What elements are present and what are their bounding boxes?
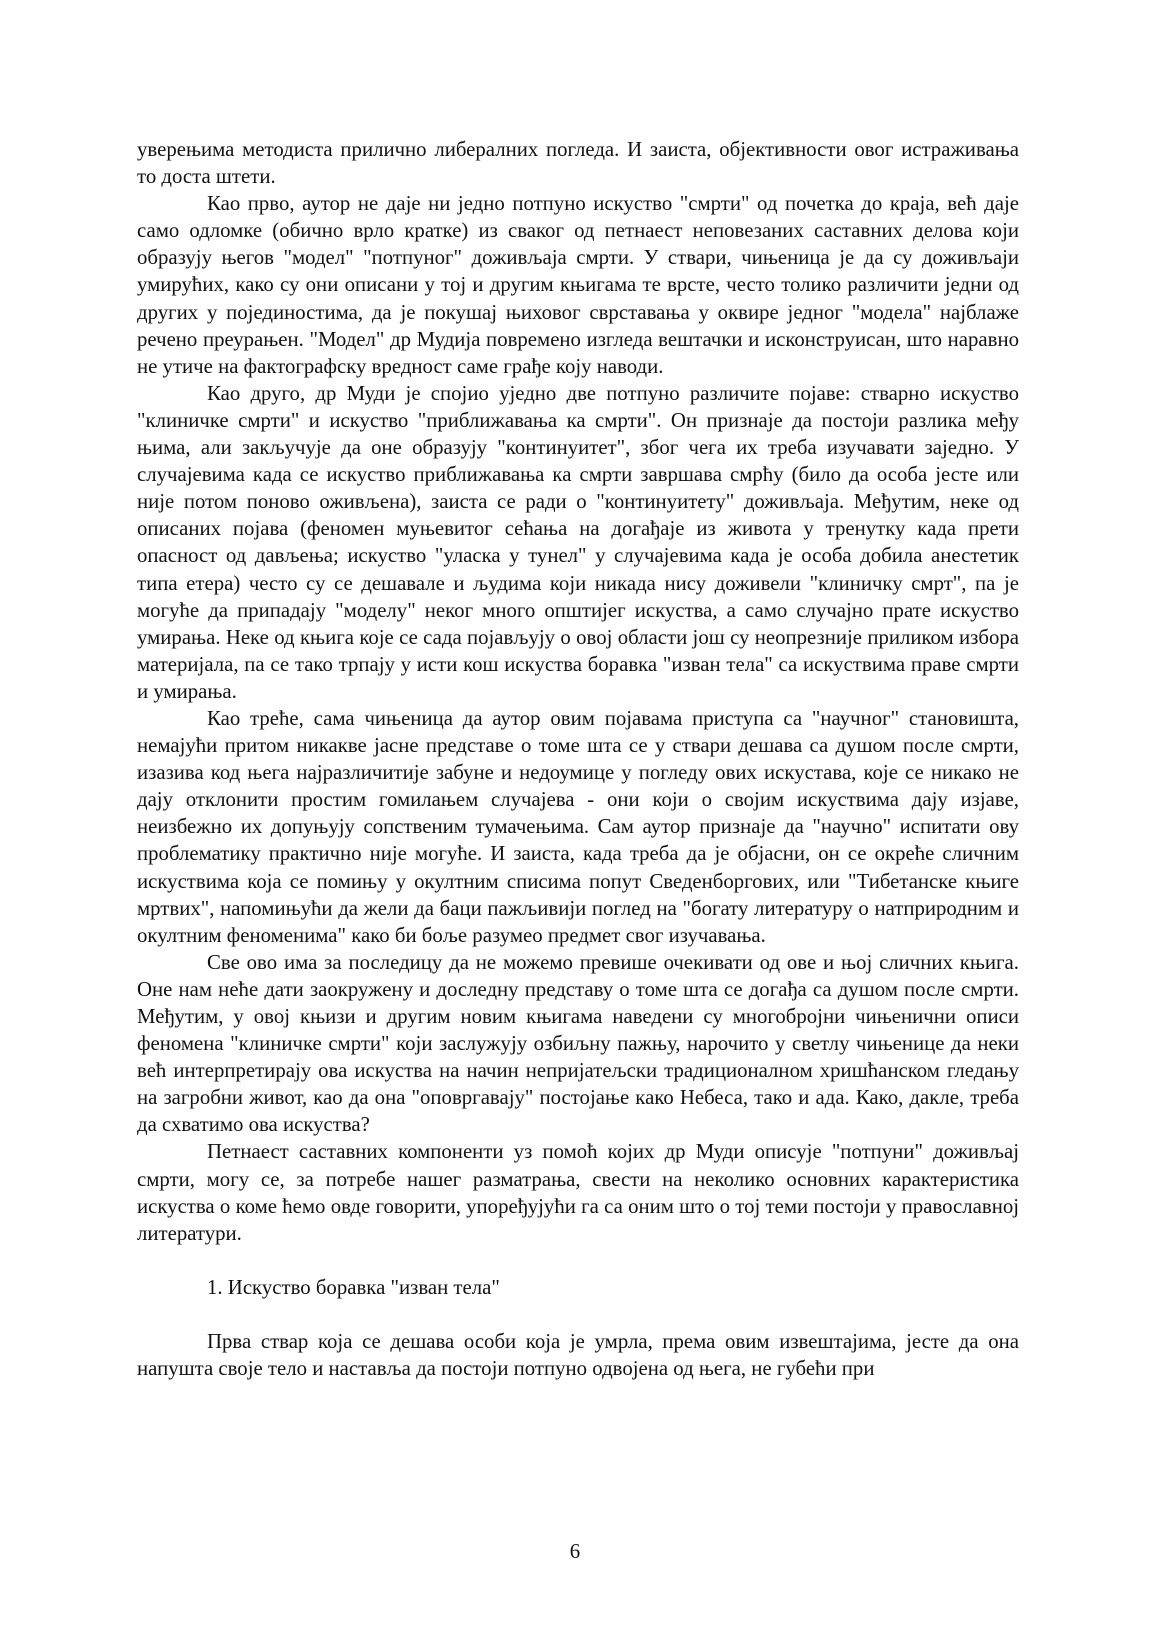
paragraph-continuation: уверењима методиста прилично либералних погледа. И заиста, објективности овог истраживања то доста штети. (137, 138, 1019, 189)
page-number: 6 (569, 1540, 581, 1563)
paragraph-third-point: Као треће, сама чињеница да аутор овим појавама приступа са "научног" становишта, немајући притом никакве јасне представе о томе шта се у ствари дешава са душом после смрти, изазива код њега најразличитије забуне и недоумице у погледу ових искустава, које се никако не дају отклонити простим гомилањем случајева - они који о својим искуствима дају изјаве, неизбежно их допуњују сопственим тумачењима. Сам аутор признаје да "научно" испитати ову проблематику практично није могуће. И заиста, када треба да је објасни, он се окреће сличним искуствима која се помињу у окултним списима попут Сведенборгових, или "Тибетанске књиге мртвих", напомињући да жели да баци пажљивији поглед на "богату литературу о натприродним и окултним феноменима" како би боље разумео предмет свог изучавања. (137, 706, 1019, 947)
paragraph-section-start: Прва ствар која се дешава особи која је умрла, према овим извештајима, јесте да она напушта своје тело и наставља да постоји потпуно одвојена од њега, не губећи при (137, 1329, 1019, 1381)
paragraph-first-point: Као прво, аутор не даје ни једно потпуно искуство "смрти" од почетка до краја, већ даје само одломке (обично врло кратке) из сваког од петнаест неповезаних саставних делова који образују његов "модел" "потпуног" доживљаја смрти. У ствари, чињеница је да су доживљаји умирућих, како су они описани у тој и другим књигама те врсте, често толико различити једни од других у појединостима, да је покушај њиховог сврставања у оквире једног "модела" најблаже речено преурањен. "Модел" др Мудија повремено изгледа вештачки и исконструисан, што наравно не утиче на фактографску вредност саме грађе коју наводи. (137, 192, 1019, 378)
body-text (137, 136, 1019, 1382)
paragraph-components: Петнаест саставних компоненти уз помоћ којих др Муди описује "потпуни" доживљај смрти, могу се, за потребе нашег разматрања, свести на неколико основних карактеристика искуства о коме ћемо овде говорити, упоређујући га са оним што о тој теми постоји у православној литератури. (137, 1140, 1019, 1245)
paragraph-consequence: Све ово има за последицу да не можемо превише очекивати од ове и њој сличних књига. Оне нам неће дати заокружену и доследну представу о томе шта се догађа са душом после смрти. Међутим, у овој књизи и другим новим књигама наведени су многобројни чињенични описи феномена "клиничке смрти" који заслужују озбиљну пажњу, нарочито у светлу чињенице да неки већ интерпретирају ова искуства на начин непријатељски традиционалном хришћанском гледању на загробни живот, као да она "оповргавају" постојање како Небеса, тако и ада. Како, дакле, треба да схватимо ова искуства? (137, 950, 1019, 1137)
section-heading: 1. Искуство боравка "изван тела" (207, 1275, 500, 1299)
paragraph-second-point: Као друго, др Муди је спојио уједно две потпуно различите појаве: стварно искуство "клиничке смрти" и искуство "приближавања ка смрти". Он признаје да постоји разлика међу њима, али закључује да оне образују "континуитет", због чега их треба изучавати заједно. У случајевима када се искуство приближавања ка смрти завршава смрћу (било да особа јесте или није потом поново оживљена), заиста се ради о "континуитету" доживљаја. Међутим, неке од описаних појава (феномен муњевитог сећања на догађаје из живота у тренутку када прети опасност од дављења; искуство "уласка у тунел" у случајевима када је особа добила анестетик типа етера) често су се дешавале и људима који никада нису доживели "клиничку смрт", па је могуће да припадају "моделу" неког много општијег искуства, а само случајно прате искуство умирања. Неке од књига које се сада појављују о овој области још су неопрезније приликом избора материјала, па се тако трпају у исти кош искуства боравка "изван тела" са искуствима праве смрти и умирања. (137, 381, 1019, 703)
